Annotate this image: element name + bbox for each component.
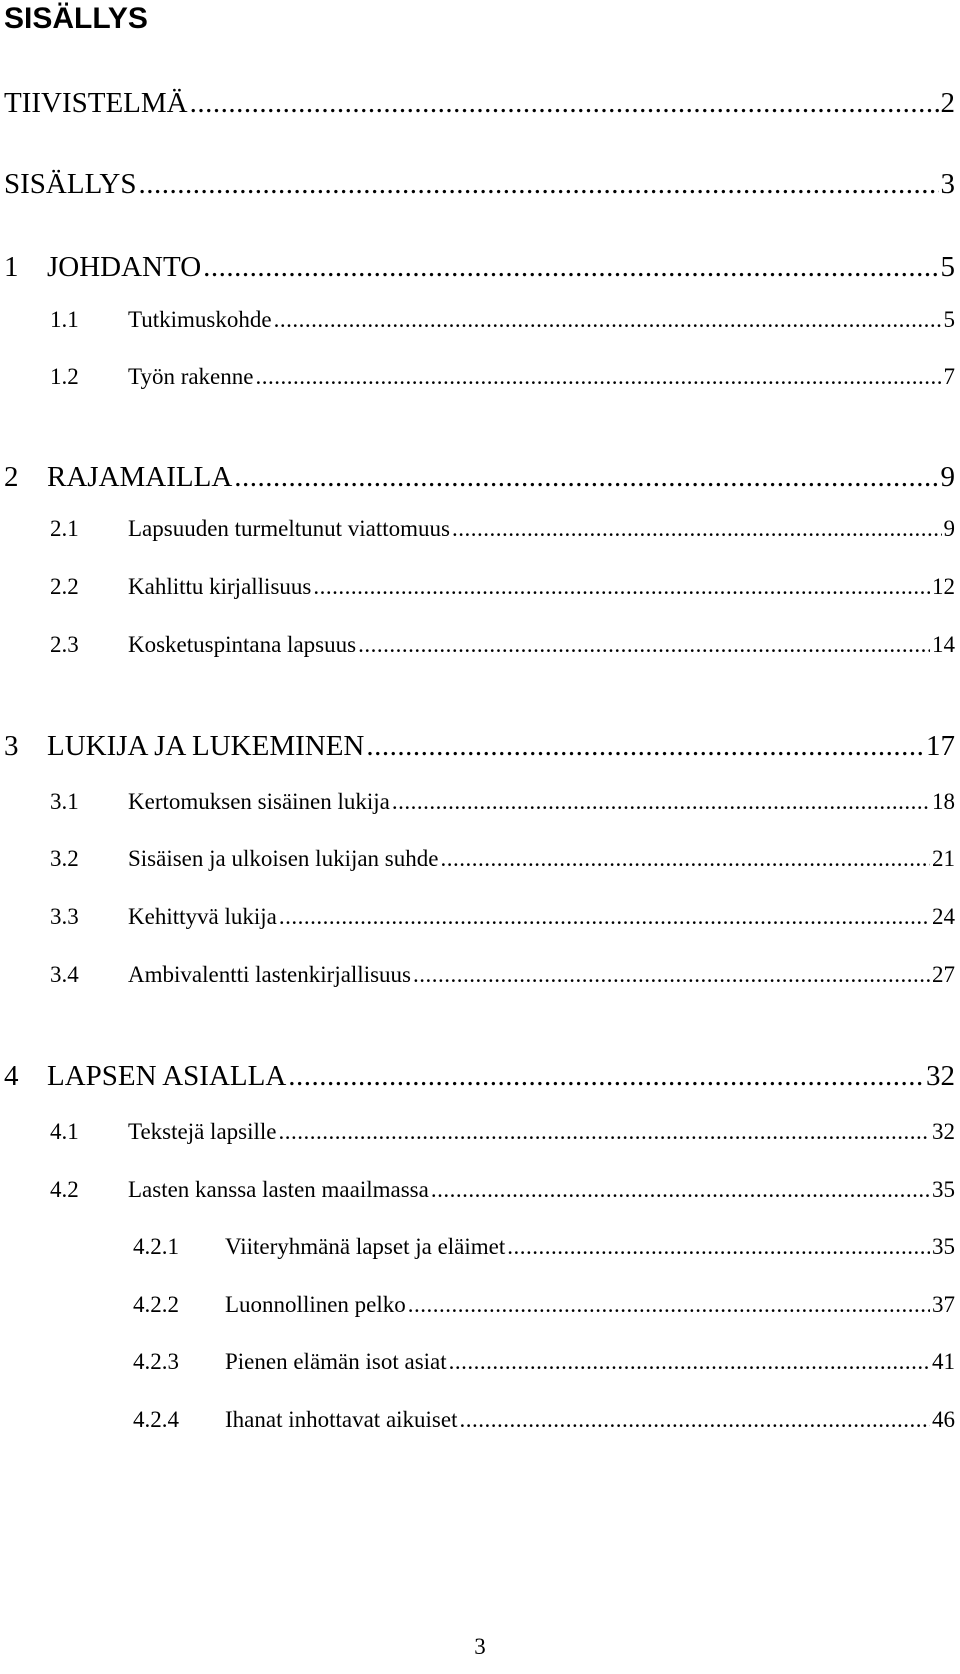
toc-entry-title: Tekstejä lapsille [128, 1119, 277, 1144]
toc-leader-dots [190, 84, 939, 122]
toc-leader-dots [288, 1057, 924, 1095]
toc-entry-title: RAJAMAILLA [47, 461, 233, 493]
toc-entry-number: 4.2 [50, 1177, 79, 1202]
toc-entry-subsection-4-2-3[interactable] [133, 1346, 955, 1378]
toc-entry-page: 17 [926, 730, 955, 762]
toc-entry-title: Työn rakenne [128, 364, 254, 389]
toc-leader-dots [507, 1231, 930, 1263]
toc-leader-dots [313, 571, 930, 603]
toc-entry-title: TIIVISTELMÄ [4, 87, 188, 119]
toc-entry-number: 4.2.4 [133, 1407, 179, 1432]
toc-entry-number: 2.3 [50, 632, 79, 657]
toc-entry-tiivistelma[interactable] [4, 84, 955, 122]
toc-entry-section-3-2[interactable] [50, 843, 955, 875]
toc-leader-dots [234, 458, 938, 496]
toc-leader-dots [452, 513, 942, 545]
toc-entry-page: 2 [940, 87, 955, 119]
toc-entry-chapter-2[interactable] [4, 458, 955, 496]
toc-entry-chapter-3[interactable] [4, 727, 955, 765]
toc-entry-title: Lasten kanssa lasten maailmassa [128, 1177, 429, 1202]
toc-entry-number: 4.2.3 [133, 1349, 179, 1374]
toc-leader-dots [459, 1404, 930, 1436]
toc-entry-page: 35 [932, 1177, 955, 1202]
toc-leader-dots [440, 843, 930, 875]
toc-entry-page: 14 [932, 632, 955, 657]
toc-entry-title: Ihanat inhottavat aikuiset [225, 1407, 458, 1432]
toc-entry-number: 1.1 [50, 307, 79, 332]
toc-entry-page: 41 [932, 1349, 955, 1374]
toc-entry-section-3-1[interactable] [50, 786, 955, 818]
toc-leader-dots [392, 786, 930, 818]
toc-entry-title: Kahlittu kirjallisuus [128, 574, 312, 599]
toc-leader-dots [274, 304, 942, 336]
toc-entry-subsection-4-2-1[interactable] [133, 1231, 955, 1263]
toc-entry-number: 3 [4, 730, 19, 762]
toc-leader-dots [366, 727, 924, 765]
toc-leader-dots [279, 901, 930, 933]
toc-leader-dots [413, 959, 930, 991]
toc-entry-number: 3.4 [50, 962, 79, 987]
toc-entry-number: 4 [4, 1060, 19, 1092]
toc-entry-subsection-4-2-4[interactable] [133, 1404, 955, 1436]
toc-leader-dots [449, 1346, 930, 1378]
toc-entry-page: 3 [940, 168, 955, 200]
toc-entry-title: Sisäisen ja ulkoisen lukijan suhde [128, 846, 439, 871]
toc-entry-page: 9 [943, 516, 955, 541]
toc-entry-title: Viiteryhmänä lapset ja eläimet [225, 1234, 506, 1259]
toc-entry-page: 21 [932, 846, 955, 871]
toc-entry-page: 7 [943, 364, 955, 389]
toc-leader-dots [431, 1174, 930, 1206]
toc-entry-page: 5 [943, 307, 955, 332]
toc-entry-section-1-2[interactable] [50, 361, 955, 393]
toc-entry-section-3-4[interactable] [50, 959, 955, 991]
toc-entry-number: 4.2.1 [133, 1234, 179, 1259]
toc-entry-page: 46 [932, 1407, 955, 1432]
toc-entry-section-4-1[interactable] [50, 1116, 955, 1148]
toc-entry-title: LAPSEN ASIALLA [47, 1060, 287, 1092]
toc-entry-number: 2 [4, 461, 19, 493]
toc-entry-title: LUKIJA JA LUKEMINEN [47, 730, 365, 762]
toc-entry-title: Tutkimuskohde [128, 307, 272, 332]
toc-entry-number: 2.2 [50, 574, 79, 599]
toc-entry-page: 5 [940, 251, 955, 283]
toc-entry-page: 27 [932, 962, 955, 987]
toc-entry-title: Pienen elämän isot asiat [225, 1349, 447, 1374]
toc-entry-chapter-4[interactable] [4, 1057, 955, 1095]
toc-entry-number: 4.2.2 [133, 1292, 179, 1317]
toc-entry-page: 32 [932, 1119, 955, 1144]
toc-entry-page: 37 [932, 1292, 955, 1317]
toc-leader-dots [358, 629, 930, 661]
toc-entry-section-2-3[interactable] [50, 629, 955, 661]
toc-entry-section-3-3[interactable] [50, 901, 955, 933]
toc-entry-title: Ambivalentti lastenkirjallisuus [128, 962, 411, 987]
toc-entry-title: Kehittyvä lukija [128, 904, 277, 929]
toc-entry-title: Kosketuspintana lapsuus [128, 632, 357, 657]
page-title: SISÄLLYS [4, 2, 148, 35]
toc-entry-page: 12 [932, 574, 955, 599]
toc-entry-page: 9 [940, 461, 955, 493]
toc-leader-dots [278, 1116, 930, 1148]
toc-entry-number: 1.2 [50, 364, 79, 389]
toc-entry-title: JOHDANTO [47, 251, 202, 283]
page-number: 3 [474, 1634, 486, 1659]
toc-entry-section-2-2[interactable] [50, 571, 955, 603]
toc-leader-dots [138, 165, 938, 203]
toc-entry-section-4-2[interactable] [50, 1174, 955, 1206]
toc-leader-dots [408, 1289, 930, 1321]
toc-entry-title: Luonnollinen pelko [225, 1292, 406, 1317]
toc-entry-page: 32 [926, 1060, 955, 1092]
toc-leader-dots [203, 248, 938, 286]
toc-entry-number: 2.1 [50, 516, 79, 541]
toc-entry-title: Lapsuuden turmeltunut viattomuus [128, 516, 450, 541]
toc-entry-number: 3.1 [50, 789, 79, 814]
toc-entry-sisallys[interactable] [4, 165, 955, 203]
toc-entry-page: 18 [932, 789, 955, 814]
toc-entry-number: 3.3 [50, 904, 79, 929]
toc-entry-title: Kertomuksen sisäinen lukija [128, 789, 390, 814]
toc-entry-section-1-1[interactable] [50, 304, 955, 336]
toc-entry-page: 24 [932, 904, 955, 929]
toc-entry-number: 4.1 [50, 1119, 79, 1144]
toc-leader-dots [255, 361, 941, 393]
toc-entry-number: 3.2 [50, 846, 79, 871]
toc-entry-number: 1 [4, 251, 19, 283]
toc-entry-chapter-1[interactable] [4, 248, 955, 286]
toc-entry-subsection-4-2-2[interactable] [133, 1289, 955, 1321]
toc-entry-section-2-1[interactable] [50, 513, 955, 545]
toc-entry-title: SISÄLLYS [4, 168, 137, 200]
toc-entry-page: 35 [932, 1234, 955, 1259]
